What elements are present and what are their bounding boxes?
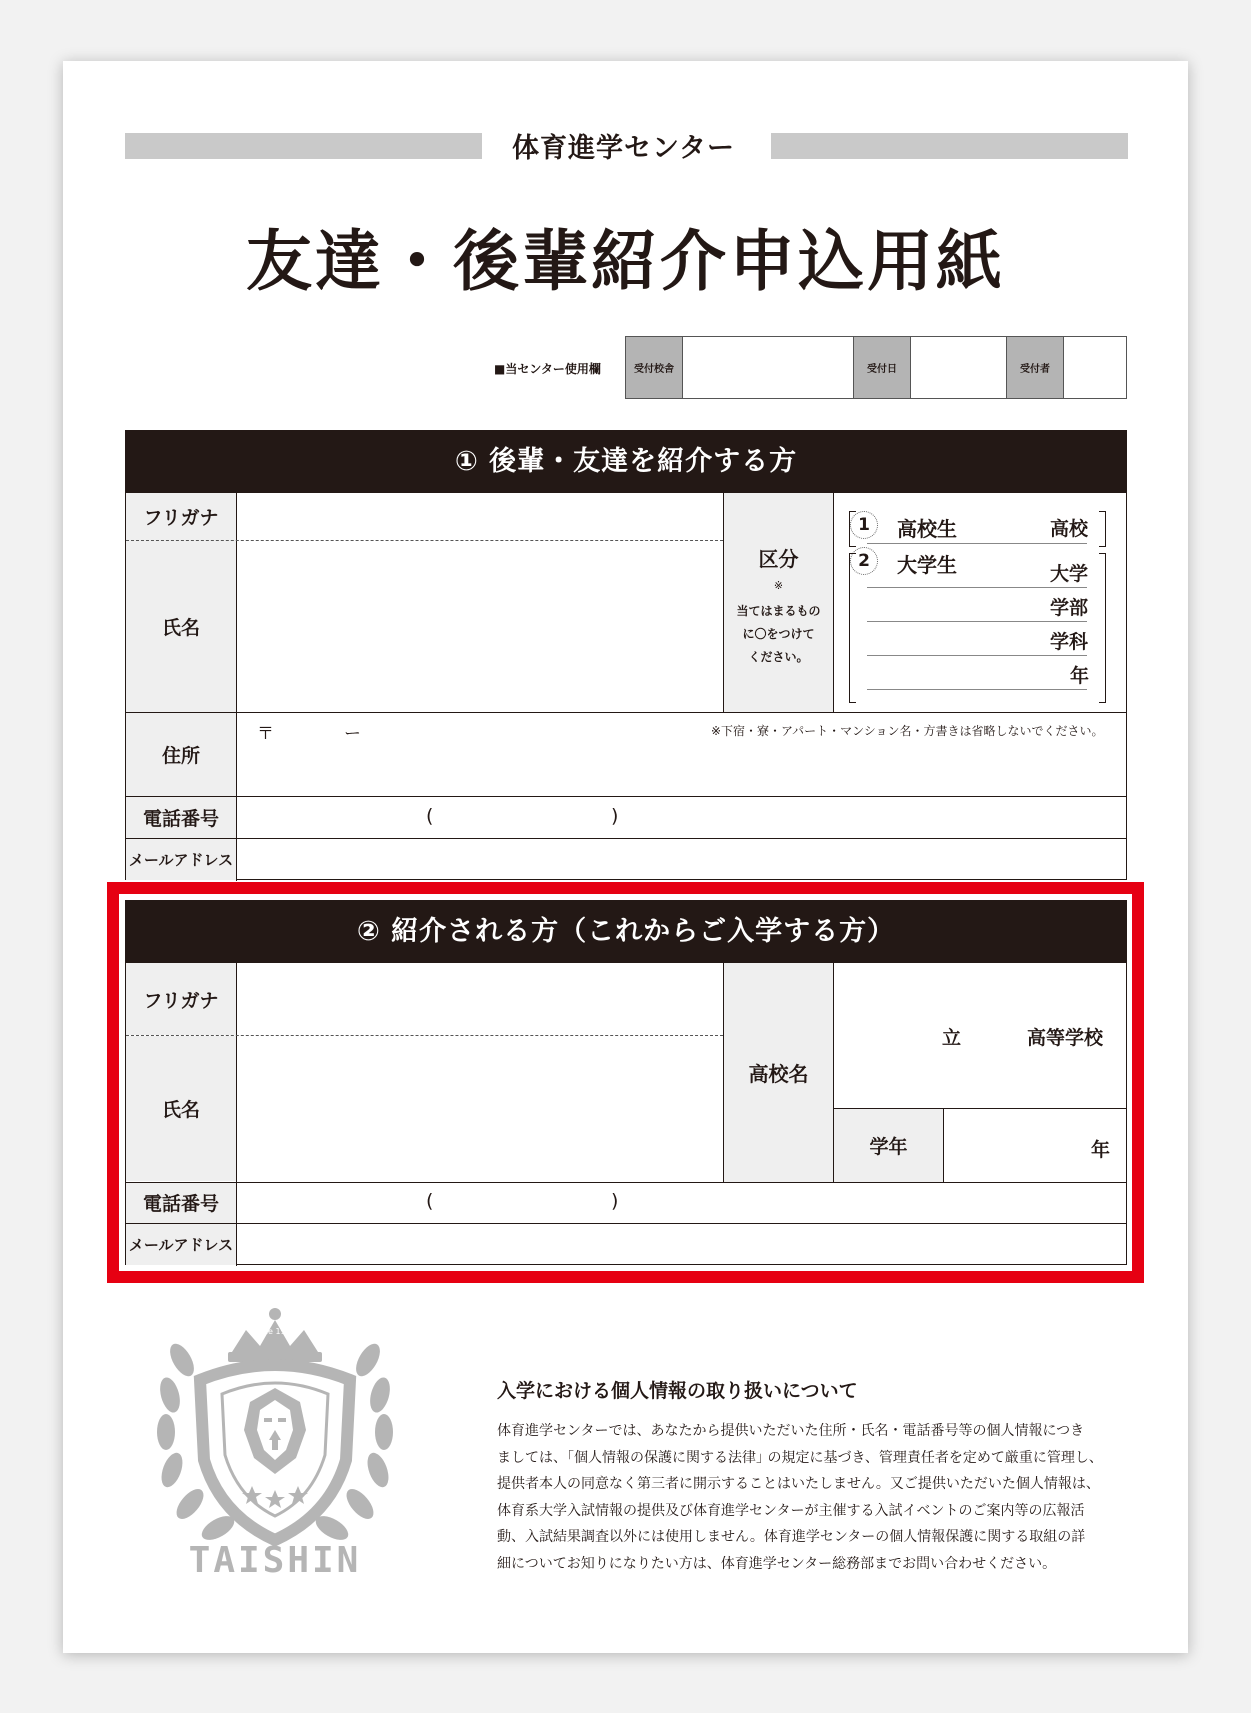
- referrer-email-label: メールアドレス: [126, 839, 236, 880]
- school-suffix: 高等学校: [1027, 1027, 1104, 1049]
- usage-label: ■当センター使用欄: [494, 362, 601, 376]
- grade-label: 学年: [834, 1109, 943, 1182]
- referrer-furigana-label: フリガナ: [126, 493, 236, 540]
- referee-furigana-input[interactable]: [237, 963, 723, 1035]
- usage-field-staff[interactable]: [1064, 337, 1126, 398]
- privacy-line: 動、入試結果調査以外には使用しません。体育進学センターの個人情報保護に関する取組の詳: [497, 1529, 1086, 1545]
- category-note-mark: ※: [773, 579, 784, 592]
- referee-section: [125, 900, 1127, 1265]
- referrer-name-label: 氏名: [126, 540, 236, 712]
- privacy-body: [497, 1418, 1137, 1577]
- hs-underline: [867, 543, 1087, 544]
- univ-bracket-left: [849, 553, 856, 703]
- privacy-line: 体育系大学入試情報の提供及び体育進学センターが主催する入試イベントのご案内等の広報活: [497, 1502, 1085, 1519]
- referrer-address-label: 住所: [126, 713, 236, 796]
- phone-paren-open: (: [426, 805, 434, 827]
- hs-suffix: 高校: [1050, 518, 1089, 540]
- postal-mark: 〒: [257, 724, 274, 744]
- referrer-email-input[interactable]: [237, 839, 1126, 880]
- header-band-right: [771, 133, 1128, 159]
- privacy-line: ましては、｢個人情報の保護に関する法律｣ の規定に基づき、管理責任者を定めて厳重に管理し、: [497, 1449, 1103, 1466]
- referrer-section: [125, 430, 1127, 880]
- referee-phone-input[interactable]: [237, 1183, 1126, 1223]
- category-note-line-3: ください。: [748, 650, 809, 664]
- hs-bracket-right: [1099, 511, 1106, 547]
- privacy-line: 提供者本人の同意なく第三者に開示することはいたしません。又ご提供いただいた個人情報は、: [497, 1476, 1100, 1492]
- univ-field-department: 学科: [1050, 631, 1089, 653]
- center-name: 体育進学センター: [512, 133, 735, 164]
- address-note: ※下宿・寮・アパート・マンション名・方書きは省略しないでください。: [711, 724, 1104, 738]
- usage-field-date[interactable]: [911, 337, 1007, 398]
- referee-heading: ② 紹介される方（これからご入学する方）: [126, 901, 1126, 963]
- privacy-title: 入学における個人情報の取り扱いについて: [497, 1380, 858, 1402]
- univ-field-year: 年: [1070, 665, 1090, 687]
- univ-field-university: 大学: [1050, 563, 1089, 585]
- form-title: 友達・後輩紹介申込用紙: [246, 223, 1005, 300]
- logo-since: since 1982: [252, 1327, 296, 1336]
- referee-email-label: メールアドレス: [126, 1224, 236, 1265]
- usage-field-campus-label: 受付校舎: [626, 337, 683, 398]
- referee-phone-label: 電話番号: [126, 1182, 236, 1223]
- privacy-line: 体育進学センターでは、あなたから提供いただいた住所・氏名・電話番号等の個人情報につき: [497, 1423, 1085, 1439]
- option-university: 大学生: [897, 553, 957, 577]
- hs-bracket-left: [849, 511, 856, 547]
- category-note-line-2: に〇をつけて: [742, 627, 815, 641]
- usage-field-staff-label: 受付者: [1007, 337, 1064, 398]
- grade-suffix: 年: [1091, 1139, 1111, 1161]
- option-1-circle[interactable]: 1: [850, 511, 878, 539]
- referee-email-input[interactable]: [237, 1224, 1126, 1265]
- privacy-line: 細についてお知りになりたい方は、体育進学センター総務部までお問い合わせください。: [497, 1555, 1057, 1572]
- header-band-left: [125, 133, 482, 159]
- phone-paren-close: ): [611, 805, 619, 827]
- usage-field-campus[interactable]: [683, 337, 854, 398]
- univ-field-faculty: 学部: [1050, 597, 1089, 619]
- referrer-furigana-input[interactable]: [237, 493, 723, 540]
- category-note-line-1: 当てはまるもの: [736, 604, 821, 618]
- option-2-circle[interactable]: 2: [850, 547, 878, 575]
- usage-field-date-label: 受付日: [854, 337, 911, 398]
- referrer-heading: ① 後輩・友達を紹介する方: [126, 431, 1126, 493]
- referrer-phone-input[interactable]: [237, 797, 1126, 838]
- office-use-box: [625, 336, 1127, 399]
- logo-wordmark: TAISHIN: [188, 1540, 362, 1581]
- referee-name-label: 氏名: [126, 1036, 236, 1181]
- category-label: 区分: [758, 547, 799, 571]
- school-type-mark: 立: [942, 1027, 962, 1049]
- postal-dash: ー: [344, 724, 361, 744]
- referee-phone-paren-open: (: [426, 1190, 434, 1212]
- option-highschool: 高校生: [897, 517, 957, 541]
- referee-furigana-label: フリガナ: [126, 963, 236, 1035]
- referee-phone-paren-close: ): [611, 1190, 619, 1212]
- category-divider-right: [833, 493, 834, 713]
- school-label: 高校名: [724, 963, 833, 1182]
- univ-bracket-right: [1099, 553, 1106, 703]
- referee-name-input[interactable]: [237, 1036, 723, 1181]
- referrer-name-input[interactable]: [237, 541, 723, 712]
- referrer-phone-label: 電話番号: [126, 797, 236, 838]
